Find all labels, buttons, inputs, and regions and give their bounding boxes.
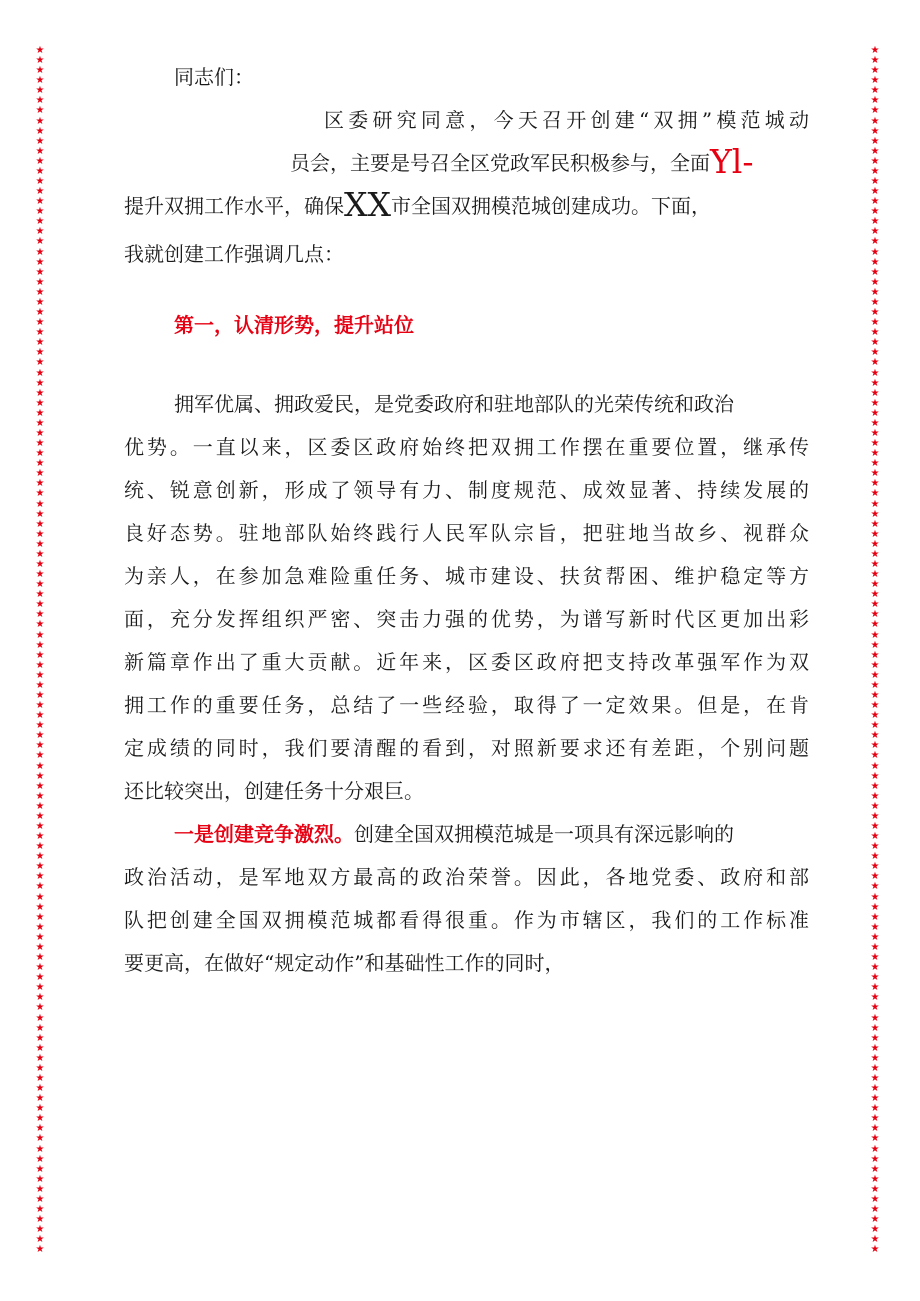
border-star-icon: ★ — [35, 1193, 45, 1205]
border-star-icon: ★ — [870, 1224, 880, 1236]
border-star-icon: ★ — [35, 1032, 45, 1044]
border-star-icon: ★ — [870, 256, 880, 268]
border-star-icon: ★ — [870, 810, 880, 822]
border-star-icon: ★ — [35, 831, 45, 843]
border-star-icon: ★ — [35, 538, 45, 550]
border-star-icon: ★ — [870, 75, 880, 87]
border-star-icon: ★ — [870, 720, 880, 732]
border-star-icon: ★ — [870, 498, 880, 510]
border-star-icon: ★ — [870, 528, 880, 540]
border-star-icon: ★ — [870, 1113, 880, 1125]
border-star-icon: ★ — [35, 901, 45, 913]
para1-line-3: 统、锐意创新，形成了领导有力、制度规范、成效显著、持续发展的 — [124, 478, 809, 502]
border-star-icon: ★ — [35, 95, 45, 107]
border-star-icon: ★ — [35, 337, 45, 349]
border-star-icon: ★ — [870, 1002, 880, 1014]
border-star-icon: ★ — [35, 921, 45, 933]
border-star-icon: ★ — [870, 1163, 880, 1175]
border-star-icon: ★ — [35, 367, 45, 379]
border-star-icon: ★ — [870, 377, 880, 389]
intro-line-3 — [124, 185, 809, 224]
border-star-icon: ★ — [35, 296, 45, 308]
border-star-icon: ★ — [870, 901, 880, 913]
border-star-icon: ★ — [35, 357, 45, 369]
border-star-icon: ★ — [35, 569, 45, 581]
border-star-icon: ★ — [35, 669, 45, 681]
border-star-icon: ★ — [35, 649, 45, 661]
border-star-icon: ★ — [870, 831, 880, 843]
border-star-icon: ★ — [35, 861, 45, 873]
border-star-icon: ★ — [35, 780, 45, 792]
border-star-icon: ★ — [35, 105, 45, 117]
border-star-icon: ★ — [870, 1153, 880, 1165]
border-star-icon: ★ — [870, 1072, 880, 1084]
border-star-icon: ★ — [35, 508, 45, 520]
border-star-icon: ★ — [35, 1103, 45, 1115]
border-star-icon: ★ — [870, 95, 880, 107]
border-star-icon: ★ — [870, 538, 880, 550]
border-star-icon: ★ — [870, 710, 880, 722]
border-star-icon: ★ — [870, 1022, 880, 1034]
border-star-icon: ★ — [870, 780, 880, 792]
border-star-icon: ★ — [35, 1163, 45, 1175]
border-star-icon: ★ — [870, 659, 880, 671]
border-star-icon: ★ — [870, 367, 880, 379]
border-star-icon: ★ — [870, 609, 880, 621]
border-star-icon: ★ — [870, 286, 880, 298]
border-star-icon: ★ — [35, 720, 45, 732]
border-star-icon: ★ — [35, 679, 45, 691]
border-star-icon: ★ — [35, 1062, 45, 1074]
para2-line-1-text: 创建全国双拥模范城是一项具有深远影响的 — [354, 822, 734, 846]
border-star-icon: ★ — [870, 679, 880, 691]
border-star-icon: ★ — [870, 992, 880, 1004]
border-star-icon: ★ — [870, 427, 880, 439]
para1-line-1: 拥军优属、拥政爱民，是党委政府和驻地部队的光荣传统和政治 — [174, 392, 734, 416]
border-star-icon: ★ — [870, 296, 880, 308]
para1-line-4: 良好态势。驻地部队始终践行人民军队宗旨，把驻地当故乡、视群众 — [124, 521, 809, 545]
border-star-icon: ★ — [35, 458, 45, 470]
border-star-icon: ★ — [870, 800, 880, 812]
border-star-icon: ★ — [35, 1042, 45, 1054]
border-star-icon: ★ — [35, 558, 45, 570]
border-star-icon: ★ — [870, 1244, 880, 1256]
border-star-icon: ★ — [870, 397, 880, 409]
border-star-icon: ★ — [870, 55, 880, 67]
border-star-icon: ★ — [35, 55, 45, 67]
border-star-icon: ★ — [35, 528, 45, 540]
border-star-icon: ★ — [35, 1072, 45, 1084]
border-star-icon: ★ — [870, 629, 880, 641]
border-star-icon: ★ — [870, 125, 880, 137]
border-star-icon: ★ — [35, 952, 45, 964]
border-star-icon: ★ — [870, 669, 880, 681]
border-star-icon: ★ — [870, 841, 880, 853]
border-star-icon: ★ — [870, 196, 880, 208]
border-star-icon: ★ — [35, 266, 45, 278]
border-star-icon: ★ — [35, 468, 45, 480]
intro-line-1: 区委研究同意，今天召开创建“双拥”模范城动 — [324, 108, 809, 132]
border-star-icon: ★ — [870, 690, 880, 701]
border-star-icon: ★ — [35, 972, 45, 984]
border-star-icon: ★ — [870, 1012, 880, 1024]
border-star-icon: ★ — [870, 407, 880, 419]
border-star-icon: ★ — [35, 871, 45, 883]
border-star-icon: ★ — [870, 347, 880, 359]
border-star-icon: ★ — [870, 246, 880, 258]
border-star-icon: ★ — [35, 609, 45, 621]
border-star-icon: ★ — [35, 186, 45, 198]
border-star-icon: ★ — [35, 1183, 45, 1195]
border-star-icon: ★ — [870, 700, 880, 712]
border-star-icon: ★ — [35, 1133, 45, 1145]
border-star-icon: ★ — [35, 1113, 45, 1125]
border-star-icon: ★ — [35, 46, 45, 56]
border-star-icon: ★ — [35, 750, 45, 762]
border-star-icon: ★ — [870, 85, 880, 97]
border-star-icon: ★ — [35, 599, 45, 611]
border-star-icon: ★ — [35, 327, 45, 339]
border-star-icon: ★ — [35, 1093, 45, 1105]
border-star-icon: ★ — [35, 841, 45, 853]
border-star-icon: ★ — [35, 155, 45, 167]
border-star-icon: ★ — [35, 115, 45, 127]
para1-line-2: 优势。一直以来，区委区政府始终把双拥工作摆在重要位置，继承传 — [124, 435, 809, 459]
border-star-icon: ★ — [35, 982, 45, 994]
border-star-icon: ★ — [870, 891, 880, 903]
border-star-icon: ★ — [35, 810, 45, 822]
border-star-icon: ★ — [870, 1234, 880, 1246]
border-star-icon: ★ — [870, 569, 880, 581]
border-star-icon: ★ — [35, 710, 45, 722]
border-star-icon: ★ — [870, 155, 880, 167]
border-star-icon: ★ — [870, 730, 880, 742]
border-star-icon: ★ — [35, 1244, 45, 1256]
border-star-icon: ★ — [870, 186, 880, 198]
border-star-icon: ★ — [35, 962, 45, 974]
border-star-icon: ★ — [35, 75, 45, 87]
border-star-icon: ★ — [35, 236, 45, 248]
border-star-icon: ★ — [35, 619, 45, 631]
border-star-icon: ★ — [35, 417, 45, 429]
border-star-icon: ★ — [870, 1123, 880, 1135]
border-star-icon: ★ — [870, 619, 880, 631]
border-star-icon: ★ — [870, 135, 880, 147]
border-star-icon: ★ — [35, 65, 45, 77]
para2-line-3: 队把创建全国双拥模范城都看得很重。作为市辖区，我们的工作标准 — [124, 908, 809, 932]
border-star-icon: ★ — [870, 307, 880, 319]
border-star-icon: ★ — [35, 891, 45, 903]
intro-line-2 — [290, 142, 820, 181]
border-star-icon: ★ — [870, 740, 880, 752]
border-star-icon: ★ — [870, 1173, 880, 1185]
border-star-icon: ★ — [870, 337, 880, 349]
border-star-icon: ★ — [35, 1173, 45, 1185]
border-star-icon: ★ — [35, 1224, 45, 1236]
border-star-icon: ★ — [35, 770, 45, 782]
border-star-icon: ★ — [35, 307, 45, 319]
border-star-icon: ★ — [35, 377, 45, 389]
border-star-icon: ★ — [870, 649, 880, 661]
border-star-icon: ★ — [870, 1042, 880, 1054]
intro-city-placeholder: XX — [344, 185, 391, 224]
border-star-icon: ★ — [870, 1214, 880, 1226]
border-star-icon: ★ — [35, 740, 45, 752]
border-star-icon: ★ — [870, 589, 880, 601]
border-star-icon: ★ — [35, 488, 45, 500]
border-star-icon: ★ — [35, 165, 45, 177]
border-star-icon: ★ — [870, 448, 880, 460]
border-star-icon: ★ — [35, 931, 45, 943]
border-star-icon: ★ — [35, 216, 45, 228]
border-star-icon: ★ — [870, 387, 880, 399]
para1-line-6: 面，充分发挥组织严密、突击力强的优势，为谱写新时代区更加出彩 — [124, 607, 809, 631]
border-star-icon: ★ — [35, 800, 45, 812]
border-star-icon: ★ — [870, 226, 880, 238]
border-star-icon: ★ — [35, 851, 45, 863]
salutation: 同志们： — [174, 65, 254, 89]
border-star-icon: ★ — [870, 165, 880, 177]
border-star-icon: ★ — [35, 256, 45, 268]
para2-line-4: 要更高，在做好“规定动作”和基础性工作的同时， — [124, 951, 565, 975]
border-star-icon: ★ — [35, 579, 45, 591]
para2-line-2: 政治活动，是军地双方最高的政治荣誉。因此，各地党委、政府和部 — [124, 865, 809, 889]
border-star-icon: ★ — [35, 438, 45, 450]
border-star-icon: ★ — [870, 881, 880, 893]
section-heading-1: 第一，认清形势，提升站位 — [174, 313, 414, 337]
border-star-icon: ★ — [870, 65, 880, 77]
border-star-icon: ★ — [870, 518, 880, 530]
border-star-icon: ★ — [870, 46, 880, 56]
border-star-icon: ★ — [870, 1103, 880, 1115]
border-star-icon: ★ — [870, 921, 880, 933]
border-star-icon: ★ — [35, 397, 45, 409]
border-star-icon: ★ — [35, 176, 45, 188]
border-star-icon: ★ — [35, 448, 45, 460]
border-star-icon: ★ — [870, 911, 880, 923]
border-star-icon: ★ — [35, 639, 45, 651]
border-star-icon: ★ — [35, 1012, 45, 1024]
border-star-icon: ★ — [870, 266, 880, 278]
para2-lead: 一是创建竞争激烈。 — [174, 822, 354, 846]
border-star-icon: ★ — [870, 962, 880, 974]
border-star-icon: ★ — [35, 760, 45, 772]
border-star-icon: ★ — [870, 1032, 880, 1044]
border-star-icon: ★ — [35, 1123, 45, 1135]
border-star-icon: ★ — [870, 276, 880, 288]
border-star-icon: ★ — [870, 317, 880, 329]
border-star-icon: ★ — [35, 881, 45, 893]
border-star-icon: ★ — [35, 478, 45, 490]
border-star-icon: ★ — [870, 871, 880, 883]
border-star-icon: ★ — [35, 85, 45, 97]
border-star-icon: ★ — [870, 952, 880, 964]
border-star-icon: ★ — [35, 1143, 45, 1155]
border-star-icon: ★ — [35, 196, 45, 208]
border-star-icon: ★ — [870, 1203, 880, 1215]
border-star-icon: ★ — [35, 1022, 45, 1034]
border-star-icon: ★ — [35, 1153, 45, 1165]
border-star-icon: ★ — [870, 145, 880, 157]
border-star-icon: ★ — [870, 508, 880, 520]
border-star-icon: ★ — [35, 589, 45, 601]
border-star-icon: ★ — [35, 941, 45, 953]
border-star-icon: ★ — [35, 276, 45, 288]
border-star-icon: ★ — [870, 176, 880, 188]
border-star-icon: ★ — [870, 468, 880, 480]
border-star-icon: ★ — [35, 690, 45, 701]
border-star-icon: ★ — [870, 1083, 880, 1095]
border-star-icon: ★ — [35, 548, 45, 560]
intro-red-mark: Yl- — [710, 142, 754, 181]
border-star-icon: ★ — [870, 478, 880, 490]
border-star-icon: ★ — [870, 417, 880, 429]
border-star-icon: ★ — [35, 790, 45, 802]
border-star-icon: ★ — [870, 438, 880, 450]
border-star-icon: ★ — [35, 700, 45, 712]
para1-line-10: 还比较突出，创建任务十分艰巨。 — [124, 779, 424, 803]
border-star-icon: ★ — [870, 821, 880, 833]
border-star-icon: ★ — [870, 115, 880, 127]
intro-line-2-text: 员会，主要是号召全区党政军民积极参与，全面 — [290, 151, 710, 175]
border-star-icon: ★ — [35, 1214, 45, 1226]
border-star-icon: ★ — [35, 730, 45, 742]
border-star-icon: ★ — [35, 387, 45, 399]
border-star-icon: ★ — [870, 770, 880, 782]
border-star-icon: ★ — [870, 1133, 880, 1145]
border-star-icon: ★ — [35, 347, 45, 359]
border-star-icon: ★ — [35, 659, 45, 671]
border-star-icon: ★ — [870, 357, 880, 369]
border-star-icon: ★ — [35, 498, 45, 510]
border-star-icon: ★ — [35, 821, 45, 833]
border-star-icon: ★ — [870, 579, 880, 591]
border-star-icon: ★ — [870, 982, 880, 994]
border-star-icon: ★ — [870, 750, 880, 762]
border-star-icon: ★ — [870, 206, 880, 218]
border-star-icon: ★ — [35, 286, 45, 298]
border-star-icon: ★ — [35, 629, 45, 641]
border-star-icon: ★ — [870, 558, 880, 570]
border-star-icon: ★ — [870, 216, 880, 228]
intro-line-4: 我就创建工作强调几点： — [124, 242, 344, 266]
border-star-icon: ★ — [35, 1203, 45, 1215]
para2-line-1 — [174, 819, 809, 849]
border-star-icon: ★ — [35, 1052, 45, 1064]
border-star-icon: ★ — [870, 458, 880, 470]
border-star-icon: ★ — [870, 1143, 880, 1155]
border-star-icon: ★ — [870, 639, 880, 651]
border-star-icon: ★ — [870, 488, 880, 500]
border-star-icon: ★ — [870, 599, 880, 611]
border-star-icon: ★ — [870, 861, 880, 873]
border-star-icon: ★ — [870, 931, 880, 943]
border-star-icon: ★ — [870, 548, 880, 560]
border-star-icon: ★ — [35, 206, 45, 218]
border-star-icon: ★ — [870, 236, 880, 248]
para1-line-9: 定成绩的同时，我们要清醒的看到，对照新要求还有差距，个别问题 — [124, 736, 809, 760]
border-star-icon: ★ — [870, 327, 880, 339]
border-star-icon: ★ — [35, 1002, 45, 1014]
border-star-icon: ★ — [35, 407, 45, 419]
para1-line-5: 为亲人，在参加急难险重任务、城市建设、扶贫帮困、维护稳定等方 — [124, 564, 809, 588]
border-star-icon: ★ — [35, 145, 45, 157]
intro-line-3-a: 提升双拥工作水平，确保 — [124, 194, 344, 218]
border-star-icon: ★ — [35, 992, 45, 1004]
border-star-icon: ★ — [35, 246, 45, 258]
border-star-icon: ★ — [870, 1183, 880, 1195]
border-star-icon: ★ — [35, 226, 45, 238]
border-star-icon: ★ — [870, 760, 880, 772]
border-star-icon: ★ — [870, 1193, 880, 1205]
border-star-icon: ★ — [870, 1062, 880, 1074]
border-star-icon: ★ — [35, 427, 45, 439]
border-star-icon: ★ — [870, 851, 880, 863]
border-star-icon: ★ — [870, 790, 880, 802]
border-star-icon: ★ — [870, 941, 880, 953]
border-star-icon: ★ — [35, 125, 45, 137]
border-star-icon: ★ — [870, 105, 880, 117]
intro-line-3-c: 市全国双拥模范城创建成功。下面， — [391, 194, 711, 218]
para1-line-8: 拥工作的重要任务，总结了一些经验，取得了一定效果。但是，在肯 — [124, 693, 809, 717]
border-star-icon: ★ — [35, 135, 45, 147]
border-star-icon: ★ — [35, 1083, 45, 1095]
para1-line-7: 新篇章作出了重大贡献。近年来，区委区政府把支持改革强军作为双 — [124, 650, 809, 674]
border-star-icon: ★ — [870, 972, 880, 984]
border-star-icon: ★ — [870, 1093, 880, 1105]
border-star-icon: ★ — [35, 317, 45, 329]
border-star-icon: ★ — [35, 518, 45, 530]
border-star-icon: ★ — [870, 1052, 880, 1064]
border-star-icon: ★ — [35, 911, 45, 923]
border-star-icon: ★ — [35, 1234, 45, 1246]
